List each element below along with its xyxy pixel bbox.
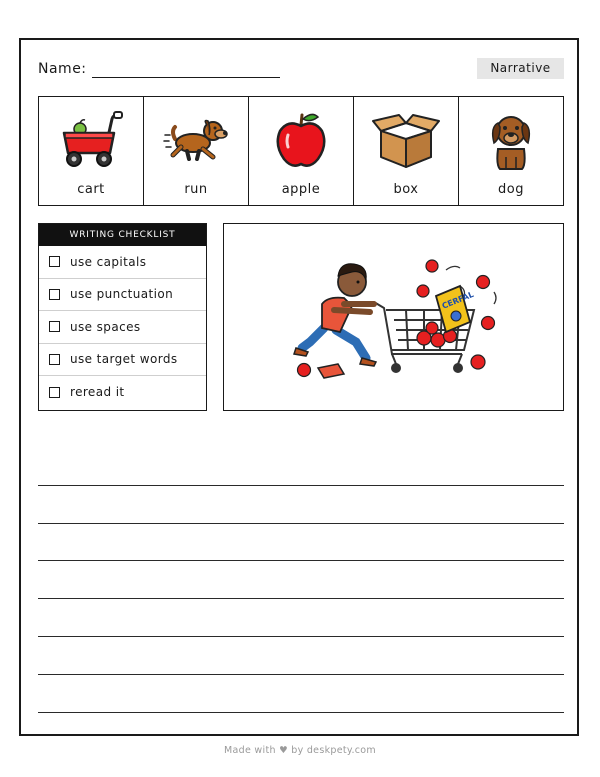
- checklist-item[interactable]: [39, 279, 206, 312]
- checklist-item[interactable]: [39, 246, 206, 279]
- writing-lines[interactable]: [38, 448, 564, 713]
- footer-link[interactable]: by deskpety.com: [291, 745, 376, 756]
- word-card-apple: [249, 97, 354, 205]
- checkbox[interactable]: [49, 387, 60, 398]
- checklist-item-label: use punctuation: [70, 287, 174, 302]
- worksheet: [19, 38, 579, 736]
- word-card-run: [144, 97, 249, 205]
- running-dog-icon: [161, 109, 231, 173]
- checkbox[interactable]: [49, 256, 60, 267]
- word-card-dog: [459, 97, 563, 205]
- boy-pushing-cart-illustration: [224, 224, 562, 409]
- writing-line[interactable]: [38, 524, 564, 562]
- story-picture: [223, 223, 564, 411]
- footer: [0, 745, 600, 756]
- writing-line[interactable]: [38, 486, 564, 524]
- word-card-cart: [39, 97, 144, 205]
- word-label: dog: [498, 182, 524, 197]
- box-icon: [371, 109, 441, 173]
- checklist-item[interactable]: [39, 311, 206, 344]
- footer-prefix: Made with: [224, 745, 276, 756]
- checklist-item-label: use capitals: [70, 254, 147, 269]
- word-card-box: [354, 97, 459, 205]
- checklist-item-label: reread it: [70, 385, 125, 400]
- wagon-icon: [56, 109, 126, 173]
- name-label: Name:: [38, 61, 87, 77]
- word-label: cart: [77, 182, 105, 197]
- writing-checklist: [38, 223, 207, 411]
- boy: [294, 264, 376, 366]
- cereal-label: CERFAL: [440, 289, 475, 311]
- writing-line[interactable]: [38, 599, 564, 637]
- name-field-line[interactable]: [92, 77, 280, 78]
- word-label: apple: [281, 182, 321, 197]
- dog-icon: [476, 109, 546, 173]
- checklist-item-label: use target words: [70, 352, 178, 367]
- checkbox[interactable]: [49, 321, 60, 332]
- checkbox[interactable]: [49, 289, 60, 300]
- writing-line[interactable]: [38, 637, 564, 675]
- word-label: run: [184, 182, 208, 197]
- heart-icon: ♥: [279, 745, 288, 756]
- checklist-item-label: use spaces: [70, 319, 141, 334]
- word-label: box: [393, 182, 419, 197]
- checklist-item[interactable]: [39, 376, 206, 409]
- writing-line[interactable]: [38, 448, 564, 486]
- checklist-title: WRITING CHECKLIST: [39, 224, 206, 246]
- writing-line[interactable]: [38, 675, 564, 713]
- word-bank: [38, 96, 564, 206]
- genre-badge: Narrative: [477, 58, 564, 79]
- checklist-item[interactable]: [39, 344, 206, 377]
- writing-line[interactable]: [38, 561, 564, 599]
- checkbox[interactable]: [49, 354, 60, 365]
- apple-icon: [266, 109, 336, 173]
